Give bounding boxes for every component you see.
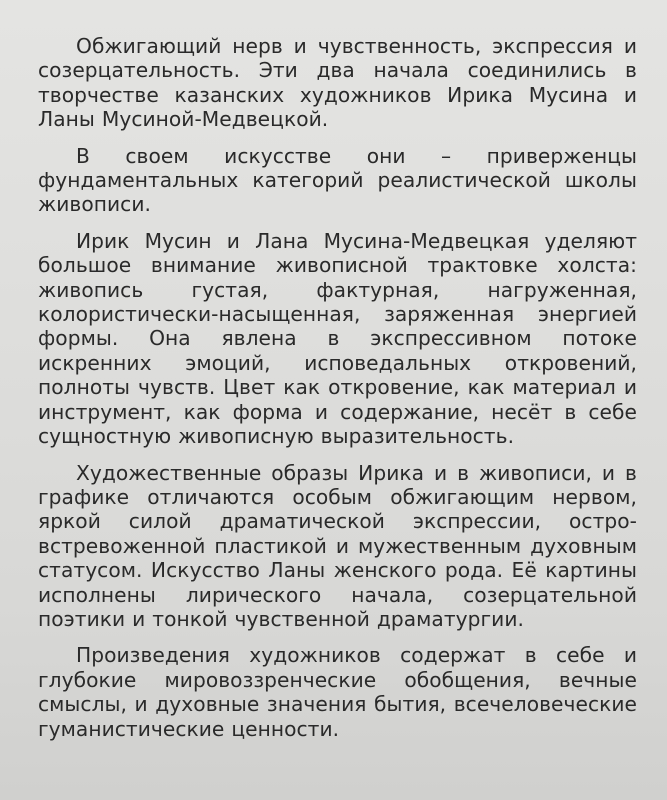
paragraph-works: Произведения художников содержат в себе и глубокие мировоззренческие обобщения, вечные смыслы, и духовные значения бытия, всечеловеческие гуманистические ценности.: [38, 643, 637, 741]
paragraph-realism: В своем искусстве они – приверженцы фундаментальных категорий реалистической школы живописи.: [38, 143, 637, 217]
paragraph-intro: Обжигающий нерв и чувственность, экспрессия и созерцательность. Эти два начала соединились в творчестве казанских художников Ирика Мусина и Ланы Мусиной-Медвецкой.: [38, 34, 637, 132]
paragraph-images: Художественные образы Ирика и в живописи, и в графике отличаются особым обжигающим нервом, яркой силой драматической экспрессии, остро-встревоженной пластикой и мужественным духовным статусом. Искусство Ланы женского рода. Её картины исполнены лирического начала, созерцательной поэтики и тонкой чувственной драматургии.: [38, 460, 637, 631]
paragraph-painting: Ирик Мусин и Лана Мусина-Медвецкая уделяют большое внимание живописной трактовке холста: живопись густая, фактурная, нагруженная, колористически-насыщенная, заряженная энергией формы. Она явлена в экспрессивном потоке искренних эмоций, исповедальных откровений, полноты чувств. Цвет как откровение, как материал и инструмент, как форма и содержание, несёт в себе сущностную живописную выразительность.: [38, 228, 637, 449]
